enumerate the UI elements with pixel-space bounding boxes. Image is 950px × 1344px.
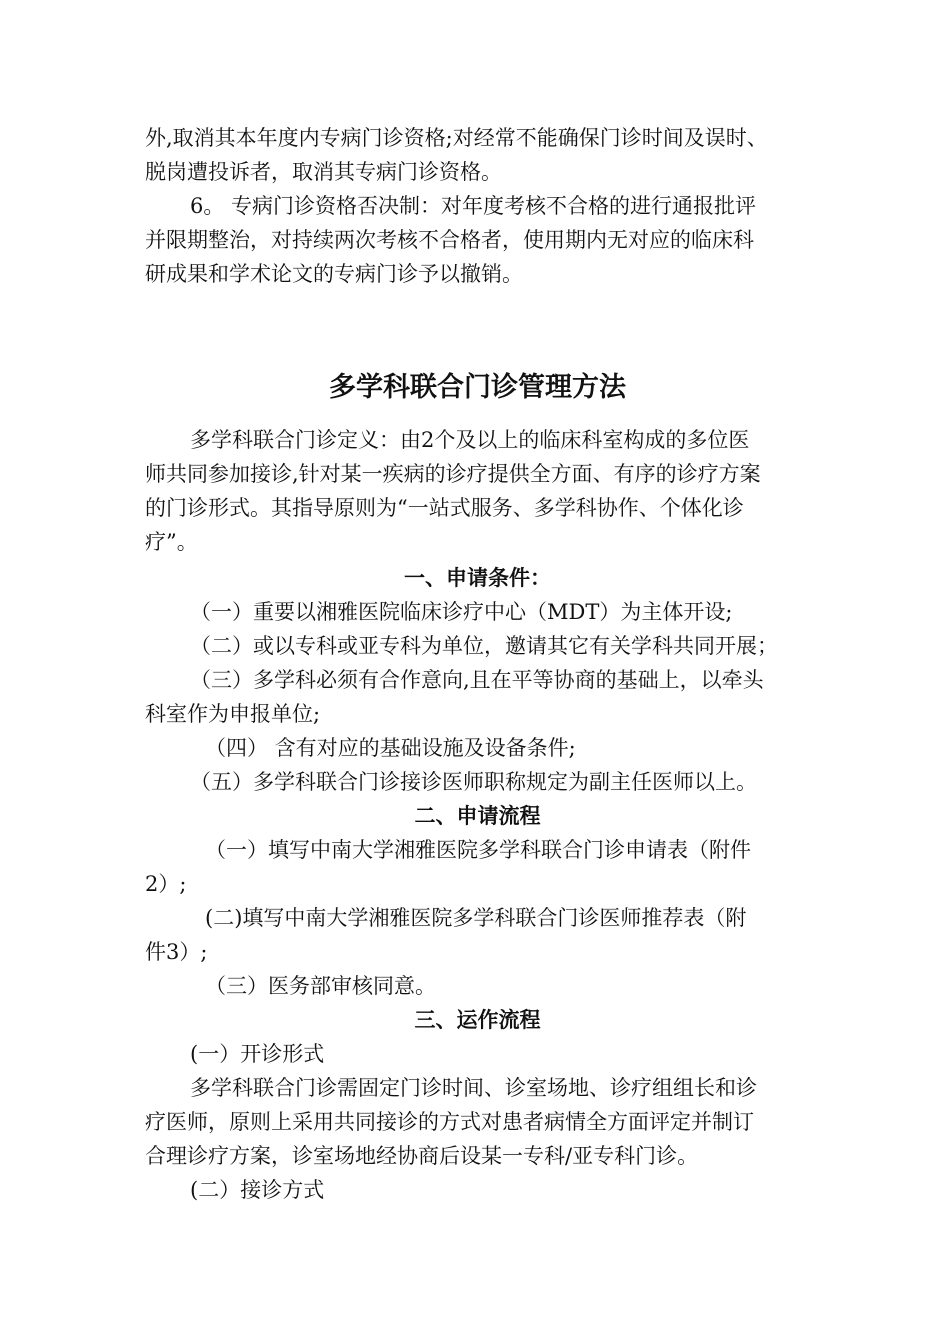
section1-line-3: （三）多学科必须有合作意向,且在平等协商的基础上，以牵头 bbox=[190, 668, 764, 692]
section2-line-4: 件3）; bbox=[145, 940, 208, 964]
section2-line-2: 2）; bbox=[145, 872, 187, 896]
section2-line-5: （三）医务部审核同意。 bbox=[205, 974, 436, 998]
section2-line-3: (二)填写中南大学湘雅医院多学科联合门诊医师推荐表（附 bbox=[205, 906, 747, 930]
section3-line-1: (一）开诊形式 bbox=[190, 1042, 325, 1066]
section3-line-4: 合理诊疗方案，诊室场地经协商后设某一专科/亚专科门诊。 bbox=[145, 1144, 699, 1168]
section3-line-3: 疗医师，原则上采用共同接诊的方式对患者病情全方面评定并制订 bbox=[145, 1110, 754, 1134]
section1-line-4: 科室作为申报单位; bbox=[145, 702, 321, 726]
section3-heading: 三、运作流程 bbox=[414, 1008, 541, 1032]
document-title: 多学科联合门诊管理方法 bbox=[329, 372, 626, 403]
section3-line-2: 多学科联合门诊需固定门诊时间、诊室场地、诊疗组组长和诊 bbox=[190, 1076, 757, 1100]
intro-line-4: 并限期整治，对持续两次考核不合格者，使用期内无对应的临床科 bbox=[145, 228, 754, 252]
section3-line-5: (二）接诊方式 bbox=[190, 1178, 325, 1202]
section1-line-5: （四） 含有对应的基础设施及设备条件; bbox=[205, 736, 576, 760]
section1-heading: 一、申请条件： bbox=[404, 566, 551, 590]
section1-line-6: （五）多学科联合门诊接诊医师职称规定为副主任医师以上。 bbox=[190, 770, 757, 794]
section1-line-2: （二）或以专科或亚专科为单位，邀请其它有关学科共同开展； bbox=[190, 634, 778, 658]
intro-line-2: 脱岗遭投诉者，取消其专病门诊资格。 bbox=[145, 160, 502, 184]
intro-line-5: 研成果和学术论文的专病门诊予以撤销。 bbox=[145, 262, 523, 286]
intro-line-1: 外,取消其本年度内专病门诊资格;对经常不能确保门诊时间及误时、 bbox=[145, 126, 768, 150]
section2-line-1: （一）填写中南大学湘雅医院多学科联合门诊申请表（附件 bbox=[205, 838, 751, 862]
definition-line-4: 疗”。 bbox=[145, 530, 198, 554]
section2-heading: 二、申请流程 bbox=[414, 804, 541, 828]
definition-line-1: 多学科联合门诊定义：由2个及以上的临床科室构成的多位医 bbox=[190, 428, 750, 452]
definition-line-3: 的门诊形式。其指导原则为“一站式服务、多学科协作、个体化诊 bbox=[145, 496, 744, 520]
definition-line-2: 师共同参加接诊,针对某一疾病的诊疗提供全方面、有序的诊疗方案 bbox=[145, 462, 761, 486]
section1-line-1: （一）重要以湘雅医院临床诊疗中心（MDT）为主体开设; bbox=[190, 600, 733, 624]
intro-line-3: 6。 专病门诊资格否决制：对年度考核不合格的进行通报批评 bbox=[190, 194, 757, 218]
